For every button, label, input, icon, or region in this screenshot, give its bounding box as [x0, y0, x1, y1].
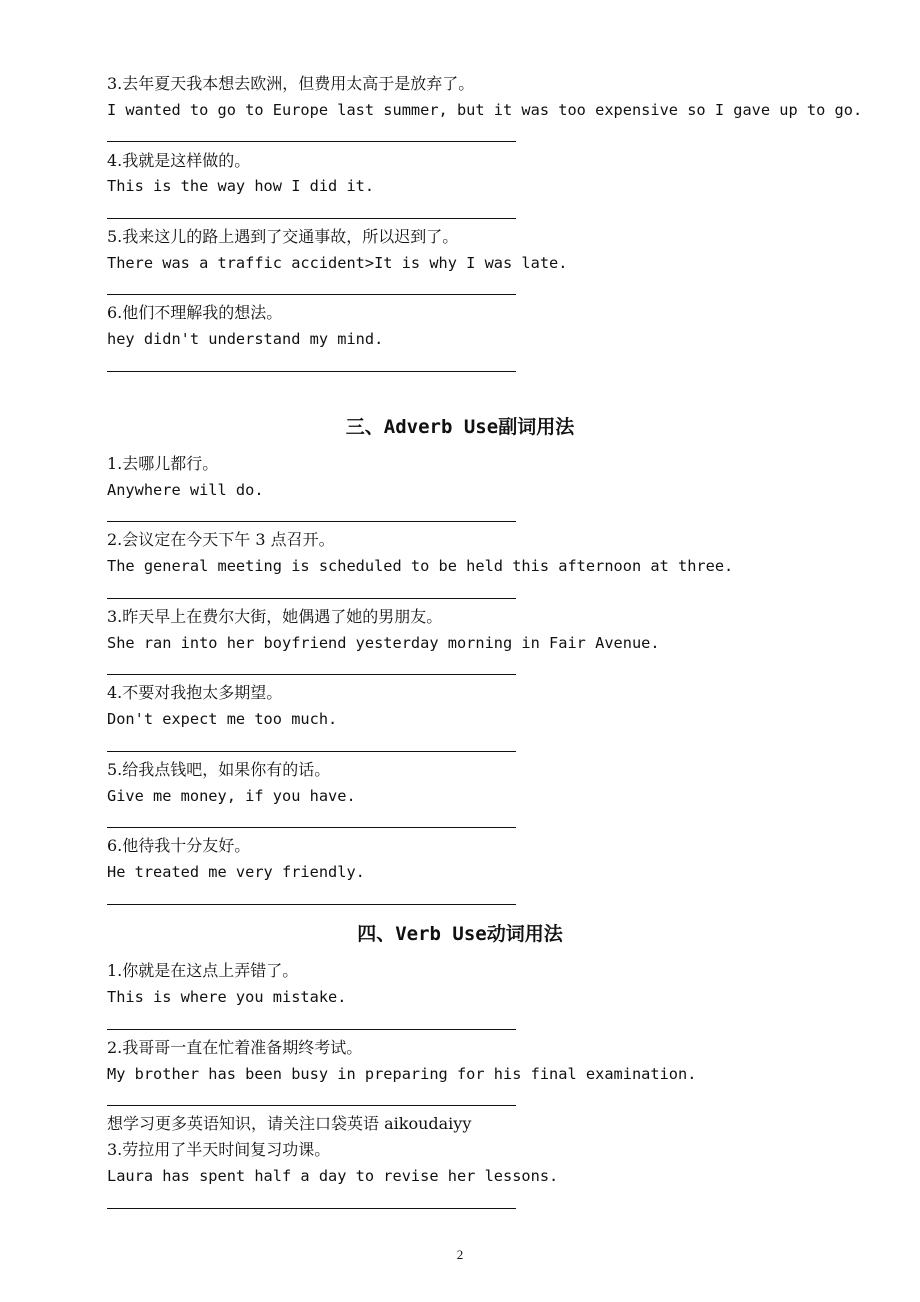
- page-number: 2: [456, 1247, 464, 1262]
- sentence-chinese: 6.他们不理解我的想法。: [107, 303, 283, 322]
- answer-line: [107, 371, 516, 372]
- answer-line: [107, 294, 516, 295]
- sentence-chinese: 2.会议定在今天下午 3 点召开。: [107, 530, 335, 549]
- sentence-chinese: 5.我来这儿的路上遇到了交通事故，所以迟到了。: [107, 227, 459, 246]
- section-heading-adverb-use: [0, 415, 920, 439]
- answer-line: [107, 827, 516, 828]
- answer-line: [107, 1029, 516, 1030]
- sentence-chinese: 4.不要对我抱太多期望。: [107, 683, 283, 702]
- heading-chinese: 副词用法: [498, 416, 575, 438]
- sentence-english: The general meeting is scheduled to be held this afternoon at three.: [107, 557, 734, 575]
- sentence-english: Anywhere will do.: [107, 481, 264, 499]
- promo-text: 想学习更多英语知识，请关注口袋英语 aikoudaiyy: [107, 1114, 472, 1133]
- answer-line: [107, 1208, 516, 1209]
- sentence-english: This is where you mistake.: [107, 988, 347, 1006]
- sentence-chinese: 3.去年夏天我本想去欧洲，但费用太高于是放弃了。: [107, 74, 475, 93]
- sentence-english: There was a traffic accident>It is why I was late.: [107, 254, 568, 272]
- answer-line: [107, 751, 516, 752]
- heading-english: Verb Use: [395, 923, 487, 945]
- sentence-english: I wanted to go to Europe last summer, but it was too expensive so I gave up to go.: [107, 101, 863, 119]
- sentence-english: He treated me very friendly.: [107, 863, 365, 881]
- sentence-english: Give me money, if you have.: [107, 787, 356, 805]
- answer-line: [107, 521, 516, 522]
- heading-prefix: 四、: [357, 923, 396, 945]
- sentence-chinese: 3.劳拉用了半天时间复习功课。: [107, 1140, 331, 1159]
- sentence-english: hey didn't understand my mind.: [107, 330, 384, 348]
- sentence-english: My brother has been busy in preparing for his final examination.: [107, 1065, 697, 1083]
- sentence-chinese: 1.去哪儿都行。: [107, 454, 219, 473]
- heading-chinese: 动词用法: [486, 923, 563, 945]
- answer-line: [107, 1105, 516, 1106]
- sentence-english: Don't expect me too much.: [107, 710, 338, 728]
- answer-line: [107, 141, 516, 142]
- sentence-chinese: 5.给我点钱吧，如果你有的话。: [107, 760, 331, 779]
- heading-prefix: 三、: [345, 416, 384, 438]
- sentence-chinese: 4.我就是这样做的。: [107, 151, 251, 170]
- answer-line: [107, 904, 516, 905]
- heading-english: Adverb Use: [383, 416, 499, 438]
- answer-line: [107, 674, 516, 675]
- answer-line: [107, 218, 516, 219]
- sentence-chinese: 1.你就是在这点上弄错了。: [107, 961, 299, 980]
- answer-line: [107, 598, 516, 599]
- sentence-english: Laura has spent half a day to revise her lessons.: [107, 1167, 559, 1185]
- section-heading-verb-use: [0, 922, 920, 946]
- sentence-english: She ran into her boyfriend yesterday morning in Fair Avenue.: [107, 634, 660, 652]
- sentence-english: This is the way how I did it.: [107, 177, 375, 195]
- sentence-chinese: 3.昨天早上在费尔大街，她偶遇了她的男朋友。: [107, 607, 443, 626]
- sentence-chinese: 2.我哥哥一直在忙着准备期终考试。: [107, 1038, 363, 1057]
- sentence-chinese: 6.他待我十分友好。: [107, 836, 251, 855]
